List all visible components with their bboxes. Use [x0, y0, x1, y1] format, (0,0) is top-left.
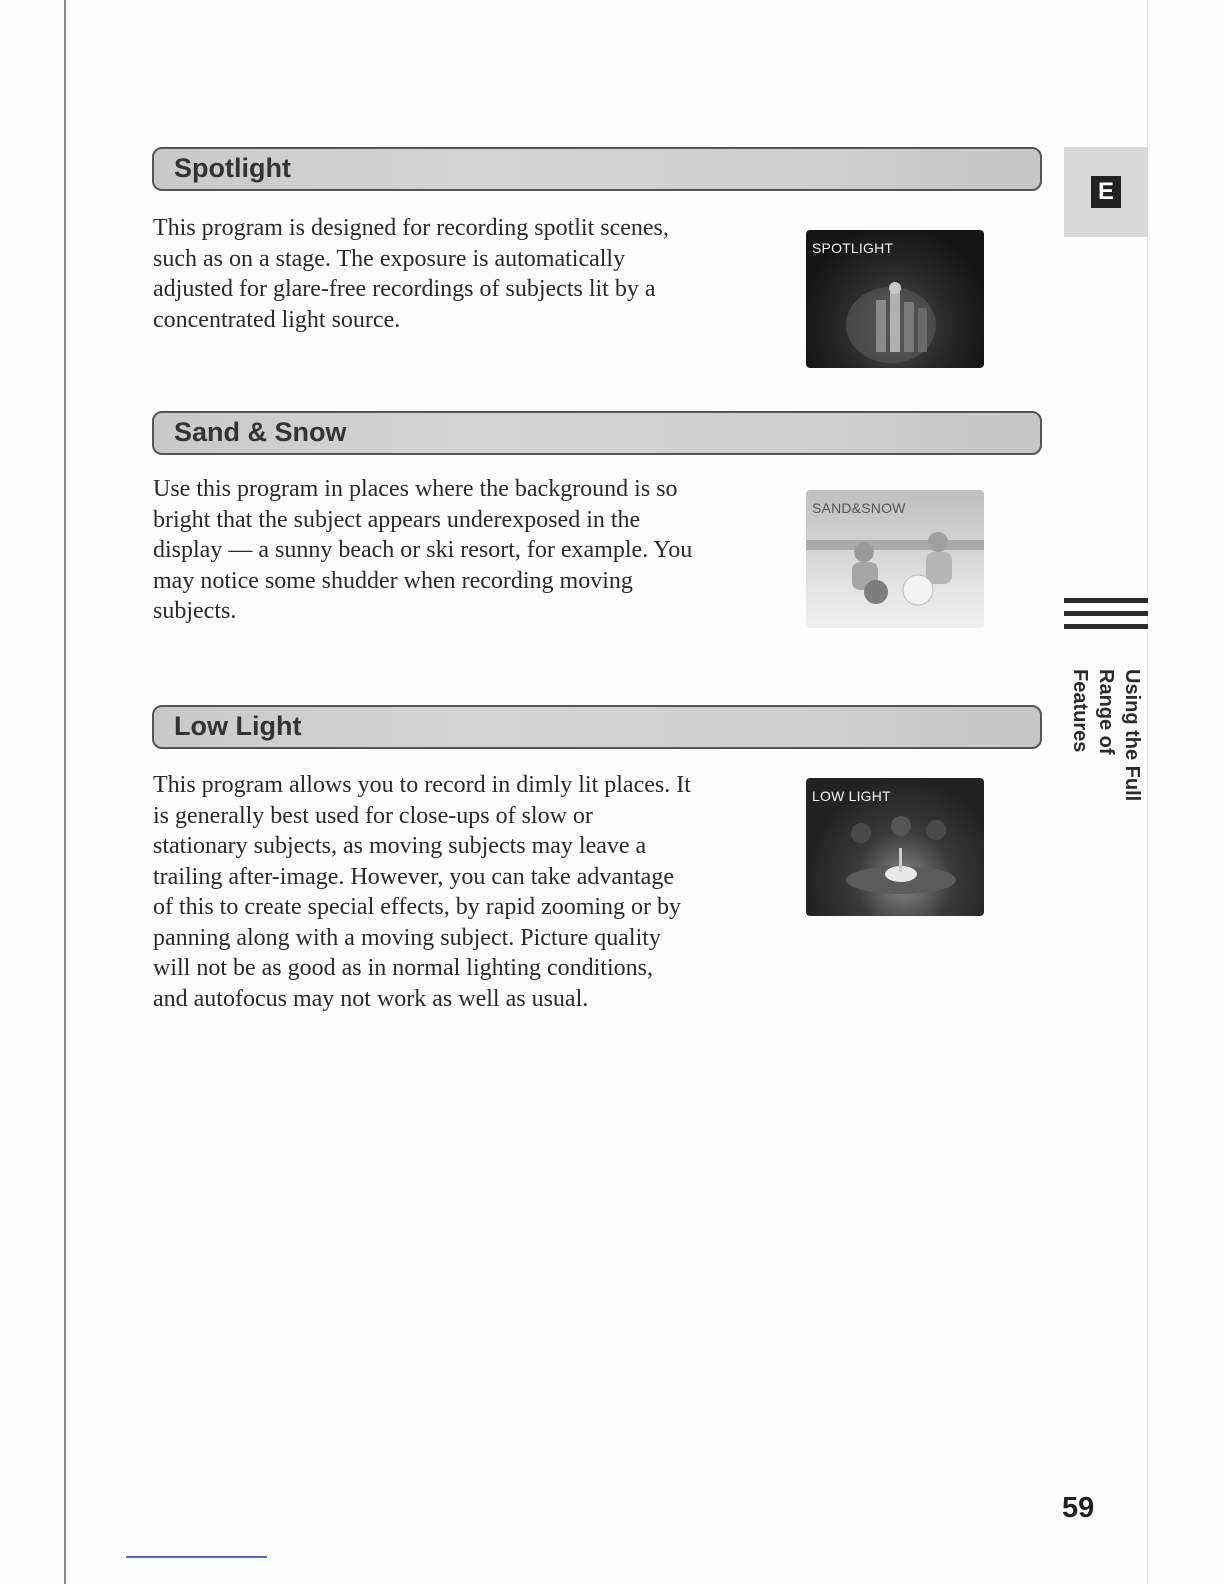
- chapter-bar: [1064, 598, 1148, 603]
- section-title: Sand & Snow: [174, 417, 347, 447]
- section-header-spotlight: [152, 147, 1042, 191]
- section-body-low-light: This program allows you to record in dimly lit places. It is generally best used for close-ups of slow or stationary subjects, as moving subjects may leave a trailing after-image. However, you can take advantage of this to create special effects, by rapid zooming or by panning along with a moving subject. Picture quality will not be as good as in normal lighting conditions, and autofocus may not work as well as usual.: [153, 772, 691, 1012]
- section-body-sand-snow: Use this program in places where the background is so bright that the subject appears underexposed in the display — a sunny beach or ski resort, for example. You may notice some shudder when recording moving subjects.: [153, 476, 693, 624]
- low-light-photo: [806, 778, 984, 916]
- section-header-sand-snow: [152, 411, 1042, 455]
- chapter-bar: [1064, 624, 1148, 629]
- page-edge: [1147, 0, 1148, 1584]
- section-title: Low Light: [174, 711, 302, 741]
- chapter-label: Using the Full Range of Features: [1069, 669, 1143, 802]
- chapter-bar: [1064, 611, 1148, 616]
- footnote-rule: [126, 1556, 267, 1558]
- photo-label: LOW LIGHT: [812, 788, 891, 804]
- spotlight-photo: [806, 230, 984, 368]
- section-header-low-light: [152, 705, 1042, 749]
- language-tab: [1064, 147, 1148, 237]
- page-number: 59: [1062, 1492, 1095, 1524]
- language-badge: E: [1091, 176, 1121, 208]
- chapter-marker-bars: [1064, 598, 1148, 637]
- photo-label: SAND&SNOW: [812, 500, 906, 516]
- section-body-spotlight: This program is designed for recording spotlit scenes, such as on a stage. The exposure is automatically adjusted for glare-free recordings of subjects lit by a concentrated light source.: [153, 215, 669, 333]
- binding-line: [64, 0, 66, 1584]
- sand-snow-photo: [806, 490, 984, 628]
- section-title: Spotlight: [174, 153, 291, 183]
- photo-label: SPOTLIGHT: [812, 240, 894, 256]
